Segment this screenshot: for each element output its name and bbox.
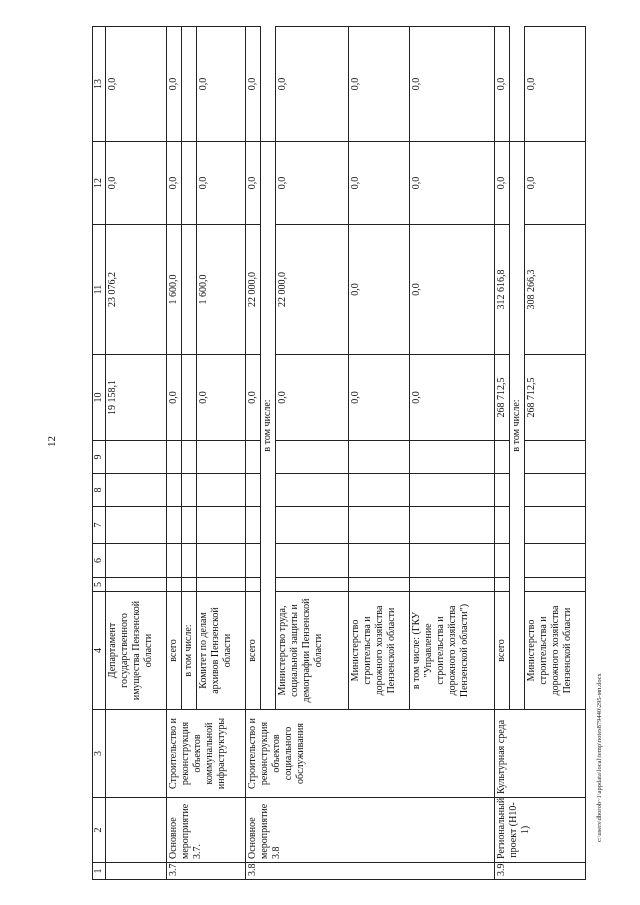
- subtitle-cell: в том числе:: [182, 592, 197, 710]
- budget-table: [92, 26, 586, 880]
- column-header: 13: [93, 27, 106, 142]
- measure-name-cell: Культурная среда: [495, 710, 586, 798]
- value-cell: 0,0: [349, 142, 410, 225]
- value-cell: 0,0: [167, 355, 182, 441]
- column-header: 3: [93, 710, 106, 798]
- column-header: 6: [93, 544, 106, 578]
- budget-table-container: [92, 27, 608, 880]
- value-cell: 0,0: [246, 355, 261, 441]
- value-cell: 0,0: [349, 225, 410, 355]
- column-header: 11: [93, 225, 106, 355]
- value-cell: 19 158,1: [106, 355, 167, 441]
- value-cell: 0,0: [349, 27, 410, 142]
- value-cell: 0,0: [410, 142, 495, 225]
- value-cell: 0,0: [246, 27, 261, 142]
- value-cell: 0,0: [349, 355, 410, 441]
- value-cell: 0,0: [495, 142, 510, 225]
- column-header: 4: [93, 592, 106, 710]
- executor-cell: Министерство строительства и дорожного хозяйства Пензенской области: [525, 592, 586, 710]
- column-header: 9: [93, 441, 106, 474]
- value-cell: 0,0: [410, 355, 495, 441]
- measure-name-cell: Строительство и реконструкция объектов социального обслуживания: [246, 710, 495, 798]
- value-cell: 0,0: [276, 355, 349, 441]
- value-cell: 0,0: [246, 142, 261, 225]
- table-row: [495, 27, 510, 880]
- value-cell: 1 600,0: [167, 225, 182, 355]
- row-number-cell: 3.9.: [495, 863, 586, 880]
- measure-type-cell: Основное мероприятие 3.8: [246, 798, 495, 863]
- row-number-cell: 3.7.: [167, 863, 246, 880]
- value-cell: 23 076,2: [106, 225, 167, 355]
- column-header: 12: [93, 142, 106, 225]
- executor-cell: всего: [495, 592, 510, 710]
- executor-cell: в том числе: (ГКУ "Управление строительства и дорожного хозяйства Пензенской области"): [410, 592, 495, 710]
- value-cell: 308 266,3: [525, 225, 586, 355]
- executor-cell: всего: [246, 592, 261, 710]
- value-cell: 0,0: [197, 355, 246, 441]
- document-path-footer: c:\users\dborob~1\appdata\local\temp\notes879440\295-мп.docx: [596, 673, 603, 842]
- value-cell: 22 000,0: [276, 225, 349, 355]
- value-cell: 312 616,8: [495, 225, 510, 355]
- executor-cell: Министерство строительства и дорожного хозяйства Пензенской области: [349, 592, 410, 710]
- value-cell: 0,0: [167, 142, 182, 225]
- executor-cell: Департамент государственного имущества Пензенской области: [106, 592, 167, 710]
- measure-type-cell: Региональный проект (Н10-1): [495, 798, 586, 863]
- value-cell: 0,0: [410, 225, 495, 355]
- value-cell: 268 712,5: [525, 355, 586, 441]
- value-cell: 0,0: [495, 27, 510, 142]
- executor-cell: Комитет по делам архивов Пензенской области: [197, 592, 246, 710]
- column-header: 1: [93, 863, 106, 880]
- value-cell: 0,0: [410, 27, 495, 142]
- page-number: 12: [46, 436, 58, 447]
- measure-name-cell: Строительство и реконструкция объектов коммунальной инфраструктуры: [167, 710, 246, 798]
- column-header: 7: [93, 507, 106, 544]
- value-cell: 0,0: [167, 27, 182, 142]
- row-number-cell: 3.8.: [246, 863, 495, 880]
- value-cell: 0,0: [525, 142, 586, 225]
- value-cell: 0,0: [525, 27, 586, 142]
- table-row: [106, 27, 167, 880]
- table-row: [167, 27, 182, 880]
- measure-type-cell: Основное мероприятие 3.7.: [167, 798, 246, 863]
- table-row: [246, 27, 261, 880]
- subtitle-cell: в том числе:: [261, 142, 276, 710]
- executor-cell: всего: [167, 592, 182, 710]
- value-cell: 0,0: [276, 27, 349, 142]
- value-cell: 22 000,0: [246, 225, 261, 355]
- value-cell: 0,0: [197, 27, 246, 142]
- value-cell: 0,0: [106, 27, 167, 142]
- column-header: 8: [93, 474, 106, 507]
- column-header: 10: [93, 355, 106, 441]
- value-cell: 0,0: [276, 142, 349, 225]
- value-cell: 268 712,5: [495, 355, 510, 441]
- column-header-row: [93, 27, 106, 880]
- column-header: 5: [93, 578, 106, 592]
- value-cell: 0,0: [197, 142, 246, 225]
- column-header: 2: [93, 798, 106, 863]
- subtitle-cell: в том числе:: [510, 142, 525, 710]
- value-cell: 1 600,0: [197, 225, 246, 355]
- value-cell: 0,0: [106, 142, 167, 225]
- executor-cell: Министерство труда, социальной защиты и демографии Пензенской области: [276, 592, 349, 710]
